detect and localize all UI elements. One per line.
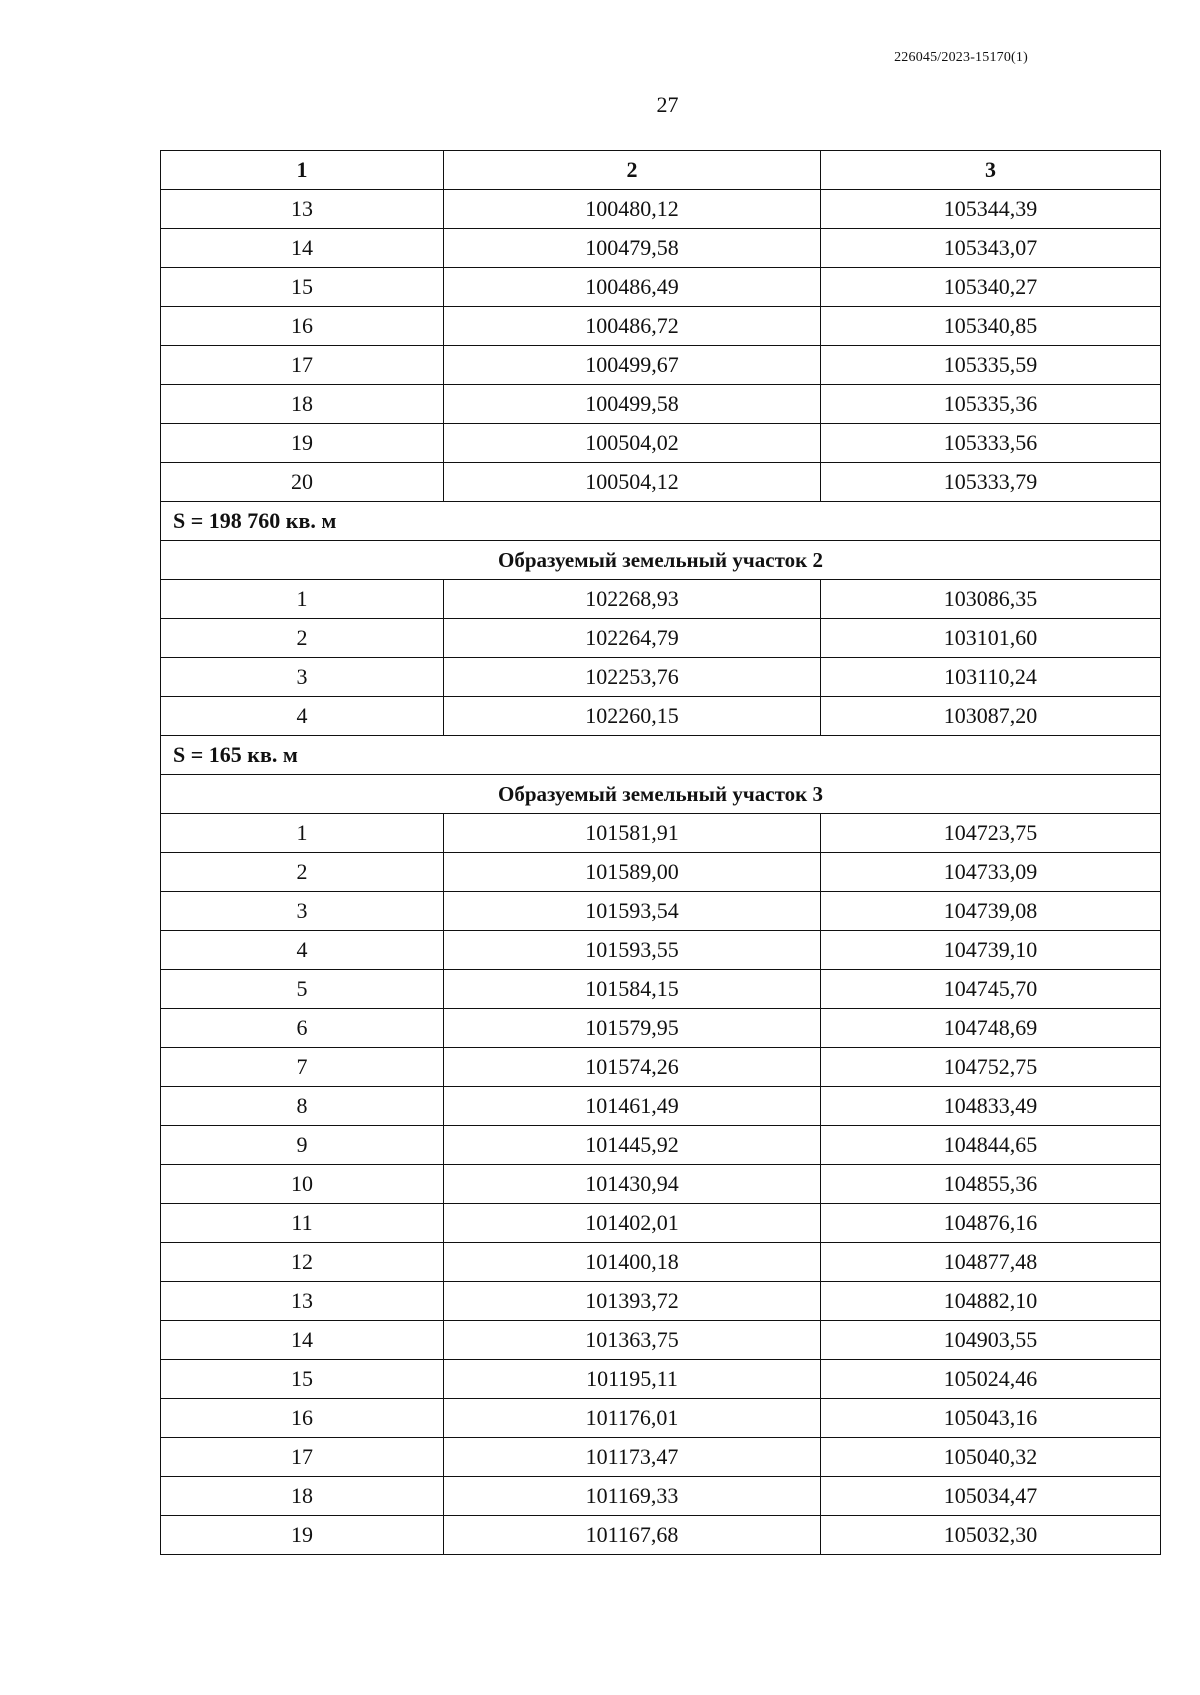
table-row [161,1126,1161,1165]
coordinate-x: 101363,75 [444,1321,821,1360]
coordinate-x: 101581,91 [444,814,821,853]
point-number: 8 [161,1087,444,1126]
point-number: 15 [161,268,444,307]
coordinate-x: 101584,15 [444,970,821,1009]
table-row [161,1438,1161,1477]
coordinate-y: 103086,35 [821,580,1161,619]
table-header-row [161,151,1161,190]
column-header: 2 [444,151,821,190]
coordinate-y: 105343,07 [821,229,1161,268]
coordinate-y: 105333,56 [821,424,1161,463]
point-number: 4 [161,931,444,970]
column-header: 3 [821,151,1161,190]
area-value: S = 198 760 кв. м [161,502,1161,541]
table-row [161,970,1161,1009]
coordinate-x: 101593,55 [444,931,821,970]
point-number: 19 [161,1516,444,1555]
section-title-row [161,541,1161,580]
table-row [161,424,1161,463]
point-number: 3 [161,658,444,697]
table-row [161,463,1161,502]
coordinate-x: 101176,01 [444,1399,821,1438]
page-number: 27 [656,92,679,117]
coordinate-y: 104739,08 [821,892,1161,931]
table-row [161,385,1161,424]
coordinates-table [160,150,1161,1555]
table-row [161,697,1161,736]
coordinate-x: 101173,47 [444,1438,821,1477]
table-row [161,658,1161,697]
table-body [161,190,1161,1555]
coordinate-y: 103087,20 [821,697,1161,736]
point-number: 6 [161,1009,444,1048]
point-number: 14 [161,229,444,268]
table-row [161,1009,1161,1048]
table-row [161,1204,1161,1243]
point-number: 16 [161,307,444,346]
coordinate-x: 100479,58 [444,229,821,268]
coordinate-x: 101195,11 [444,1360,821,1399]
coordinate-y: 103110,24 [821,658,1161,697]
coordinate-x: 100486,49 [444,268,821,307]
table-row [161,1048,1161,1087]
coordinate-x: 102253,76 [444,658,821,697]
table-row [161,1282,1161,1321]
coordinate-x: 100480,12 [444,190,821,229]
point-number: 7 [161,1048,444,1087]
point-number: 15 [161,1360,444,1399]
point-number: 17 [161,1438,444,1477]
table-row [161,1243,1161,1282]
section-title: Образуемый земельный участок 2 [161,541,1161,580]
table-row [161,580,1161,619]
coordinate-y: 104855,36 [821,1165,1161,1204]
coordinate-y: 105032,30 [821,1516,1161,1555]
coordinate-y: 104723,75 [821,814,1161,853]
coordinate-x: 102264,79 [444,619,821,658]
coordinate-y: 105024,46 [821,1360,1161,1399]
table-row [161,1087,1161,1126]
coordinate-y: 105340,85 [821,307,1161,346]
coordinate-y: 104733,09 [821,853,1161,892]
point-number: 16 [161,1399,444,1438]
coordinate-x: 102260,15 [444,697,821,736]
coordinate-y: 105040,32 [821,1438,1161,1477]
point-number: 18 [161,1477,444,1516]
coordinate-y: 104877,48 [821,1243,1161,1282]
column-header: 1 [161,151,444,190]
table-row [161,892,1161,931]
coordinate-y: 104876,16 [821,1204,1161,1243]
table-row [161,346,1161,385]
coordinate-x: 101402,01 [444,1204,821,1243]
coordinate-x: 100504,12 [444,463,821,502]
table-row [161,307,1161,346]
area-row [161,736,1161,775]
coordinate-y: 105344,39 [821,190,1161,229]
area-row [161,502,1161,541]
coordinate-x: 100504,02 [444,424,821,463]
coordinate-x: 101169,33 [444,1477,821,1516]
point-number: 3 [161,892,444,931]
point-number: 12 [161,1243,444,1282]
table-row [161,229,1161,268]
coordinate-y: 104882,10 [821,1282,1161,1321]
point-number: 1 [161,814,444,853]
coordinate-x: 101589,00 [444,853,821,892]
table-row [161,619,1161,658]
section-title: Образуемый земельный участок 3 [161,775,1161,814]
table-row [161,190,1161,229]
table-row [161,268,1161,307]
coordinate-y: 104903,55 [821,1321,1161,1360]
section-title-row [161,775,1161,814]
table-row [161,1477,1161,1516]
table-row [161,1321,1161,1360]
point-number: 20 [161,463,444,502]
coordinate-y: 105335,36 [821,385,1161,424]
point-number: 2 [161,853,444,892]
coordinate-y: 104844,65 [821,1126,1161,1165]
point-number: 2 [161,619,444,658]
coordinate-x: 100499,58 [444,385,821,424]
table-row [161,1516,1161,1555]
coordinate-x: 101574,26 [444,1048,821,1087]
coordinate-x: 102268,93 [444,580,821,619]
coordinate-x: 100486,72 [444,307,821,346]
coordinate-x: 101393,72 [444,1282,821,1321]
coordinate-y: 104739,10 [821,931,1161,970]
point-number: 18 [161,385,444,424]
coordinate-x: 101593,54 [444,892,821,931]
coordinate-y: 105333,79 [821,463,1161,502]
coordinate-x: 101167,68 [444,1516,821,1555]
document-id: 226045/2023-15170(1) [894,50,1028,65]
point-number: 13 [161,1282,444,1321]
coordinate-x: 101461,49 [444,1087,821,1126]
coordinate-y: 105335,59 [821,346,1161,385]
point-number: 13 [161,190,444,229]
coordinate-x: 101400,18 [444,1243,821,1282]
coordinate-x: 101445,92 [444,1126,821,1165]
coordinate-x: 100499,67 [444,346,821,385]
coordinate-y: 104752,75 [821,1048,1161,1087]
point-number: 10 [161,1165,444,1204]
table-row [161,1165,1161,1204]
coordinate-y: 105034,47 [821,1477,1161,1516]
point-number: 1 [161,580,444,619]
table-row [161,931,1161,970]
table-row [161,1399,1161,1438]
table-row [161,853,1161,892]
coordinate-y: 105340,27 [821,268,1161,307]
coordinate-y: 104745,70 [821,970,1161,1009]
coordinate-y: 104748,69 [821,1009,1161,1048]
coordinate-x: 101579,95 [444,1009,821,1048]
coordinate-x: 101430,94 [444,1165,821,1204]
point-number: 5 [161,970,444,1009]
coordinate-y: 104833,49 [821,1087,1161,1126]
area-value: S = 165 кв. м [161,736,1161,775]
point-number: 14 [161,1321,444,1360]
coordinate-y: 103101,60 [821,619,1161,658]
point-number: 19 [161,424,444,463]
point-number: 17 [161,346,444,385]
point-number: 11 [161,1204,444,1243]
table-row [161,1360,1161,1399]
point-number: 9 [161,1126,444,1165]
coordinate-y: 105043,16 [821,1399,1161,1438]
point-number: 4 [161,697,444,736]
table-row [161,814,1161,853]
